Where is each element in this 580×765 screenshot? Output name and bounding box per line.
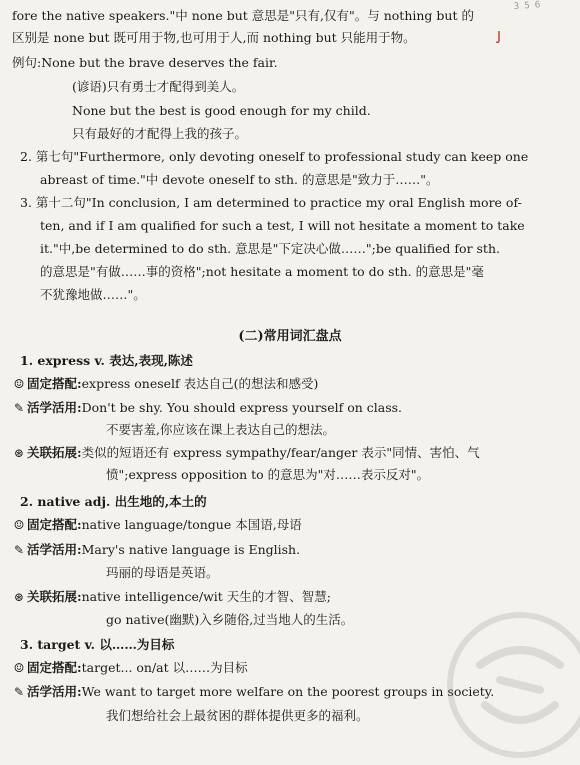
smiley-icon: ☺ [13, 518, 25, 532]
collocation-row [12, 376, 318, 392]
vocab-head: 2. native adj. 出生地的,本土的 [20, 494, 207, 509]
usage-label: 活学活用: [27, 542, 82, 557]
collocation-row [12, 517, 302, 533]
extend-row [12, 445, 480, 461]
usage-english: We want to target more welfare on the poorest groups in society. [81, 684, 495, 699]
red-pen-mark [494, 30, 502, 44]
usage-english: Mary's native language is English. [81, 542, 301, 557]
extend-text-cont: go native(幽默)入乡随俗,过当地人的生活。 [106, 612, 354, 627]
collocation-text: express oneself 表达自己(的想法和感受) [81, 376, 319, 391]
text-line: it."中,be determined to do sth. 意思是"下定决心做……";be qualified for sth. [40, 241, 500, 256]
usage-label: 活学活用: [27, 400, 82, 415]
extend-text: native intelligence/wit 天生的才智、智慧; [81, 589, 332, 604]
vocab-head: 3. target v. 以……为目标 [20, 637, 175, 652]
extend-label: 关联拓展: [27, 445, 82, 460]
collocation-label: 固定搭配: [27, 376, 82, 391]
text-line: 区别是 none but 既可用于物,也可用于人,而 nothing but 只能用于物。 [12, 30, 416, 45]
text-line: (谚语)只有勇士才配得到美人。 [72, 79, 245, 94]
runner-icon: ✎ [13, 685, 25, 699]
corner-mark: 3 5 6 [513, 0, 542, 13]
runner-icon: ✎ [13, 543, 25, 557]
text-line: 3. 第十二句"In conclusion, I am determined to practice my oral English more of- [20, 195, 522, 210]
usage-row [12, 684, 494, 700]
vocab-head: 1. express v. 表达,表现,陈述 [20, 353, 193, 368]
text-line: 不犹豫地做……"。 [40, 287, 146, 302]
extend-text: 类似的短语还有 express sympathy/fear/anger 表示"同情、害怕、气 [81, 445, 480, 460]
collocation-text: native language/tongue 本国语,母语 [81, 517, 302, 532]
usage-english: Don't be shy. You should express yourself on class. [81, 400, 403, 415]
link-icon: ⊛ [13, 590, 25, 604]
collocation-label: 固定搭配: [27, 660, 82, 675]
text-line: abreast of time."中 devote oneself to sth. 的意思是"致力于……"。 [40, 172, 439, 187]
text-line: None but the best is good enough for my child. [72, 103, 371, 118]
runner-icon: ✎ [13, 401, 25, 415]
text-line: ten, and if I am qualified for such a test, I will not hesitate a moment to take [40, 218, 525, 233]
text-line: 只有最好的才配得上我的孩子。 [72, 126, 248, 141]
extend-text-cont: 愤";express opposition to 的意思为"对……表示反对"。 [106, 467, 430, 482]
smiley-icon: ☺ [13, 661, 25, 675]
extend-label: 关联拓展: [27, 589, 82, 604]
collocation-label: 固定搭配: [27, 517, 82, 532]
link-icon: ⊛ [13, 446, 25, 460]
collocation-row [12, 660, 248, 676]
text-line: 例句:None but the brave deserves the fair. [12, 55, 278, 70]
usage-label: 活学活用: [27, 684, 82, 699]
smiley-icon: ☺ [13, 377, 25, 391]
section-title: (二)常用词汇盘点 [238, 329, 342, 344]
usage-row [12, 542, 300, 558]
usage-chinese: 玛丽的母语是英语。 [106, 565, 219, 580]
text-line: 的意思是"有做……事的资格";not hesitate a moment to do sth. 的意思是"毫 [40, 264, 484, 279]
extend-row [12, 589, 331, 605]
collocation-text: target... on/at 以……为目标 [81, 660, 248, 675]
text-line: fore the native speakers."中 none but 意思是"只有,仅有"。与 nothing but 的 [12, 8, 474, 23]
watermark-stamp [440, 605, 580, 765]
usage-row [12, 400, 402, 416]
usage-chinese: 我们想给社会上最贫困的群体提供更多的福利。 [106, 708, 369, 723]
text-line: 2. 第七句"Furthermore, only devoting oneself to professional study can keep one [20, 149, 529, 164]
usage-chinese: 不要害羞,你应该在课上表达自己的想法。 [106, 422, 335, 437]
